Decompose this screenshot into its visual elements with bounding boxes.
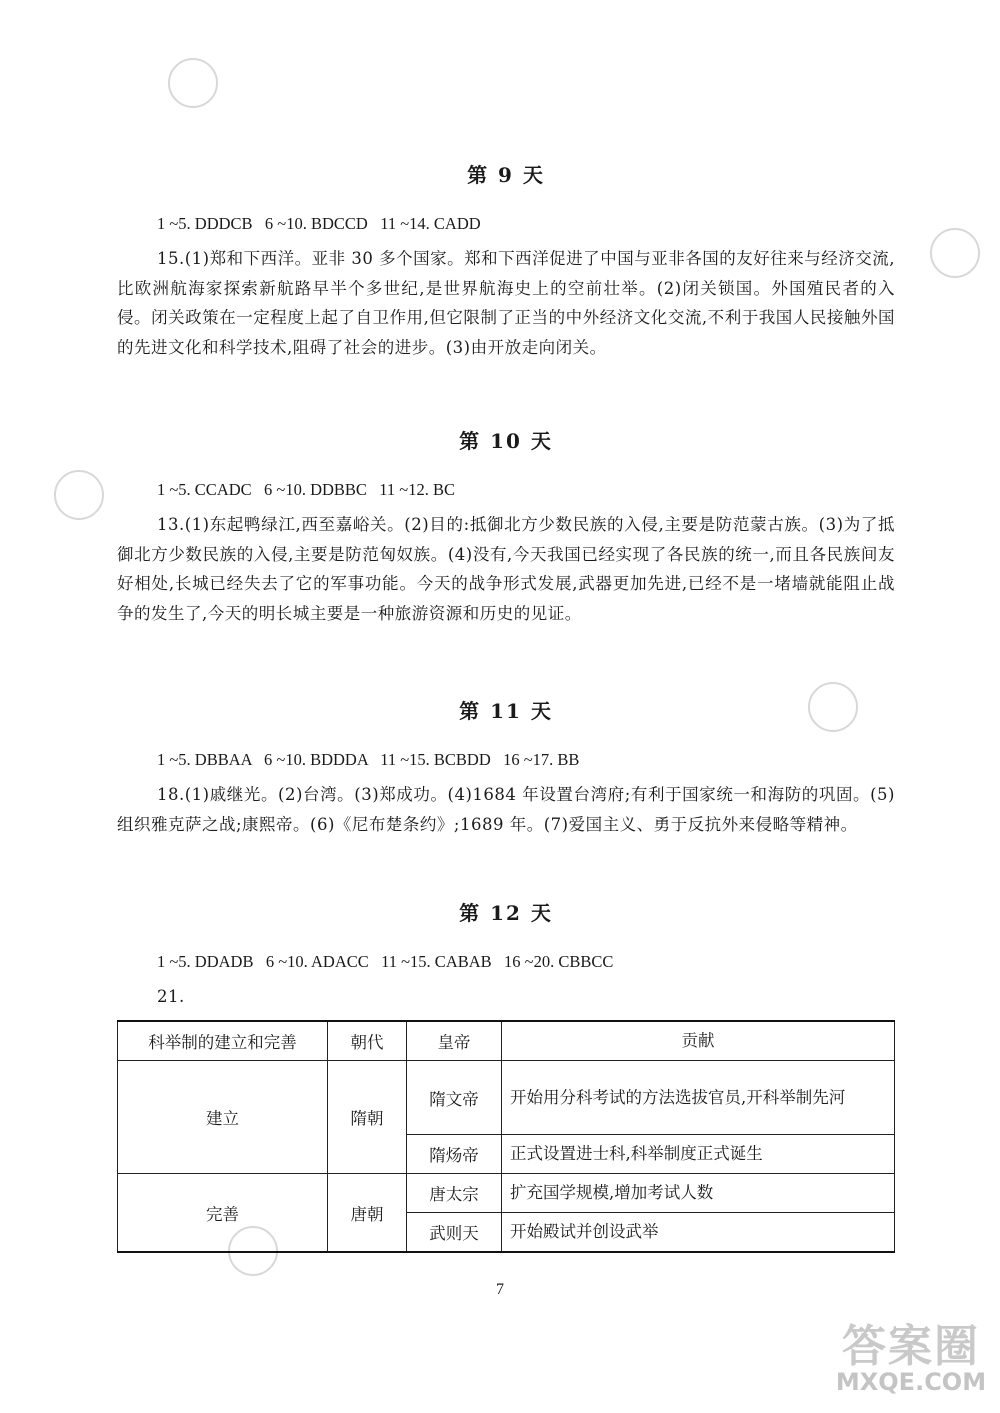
contribution-cell: 扩充国学规模,增加考试人数: [502, 1174, 895, 1213]
watermark-logo-text: 答案圈: [842, 1321, 980, 1372]
answer-paragraph: 13.(1)东起鸭绿江,西至嘉峪关。(2)目的:抵御北方少数民族的入侵,主要是防范蒙古族。(3)为了抵御北方少数民族的入侵,主要是防范匈奴族。(4)没有,今天我国已经实现了各民族的统一,而且各民族间友好相处,长城已经失去了它的军事功能。今天的战争形式发展,武器更加先进,已经不是一堵墙就能阻止战争的发生了,今天的明长城主要是一种旅游资源和历史的见证。: [117, 515, 895, 623]
day-9-section: [117, 158, 895, 362]
choice-answers: 1 ~5. CCADC 6 ~10. DDBBC 11 ~12. BC: [157, 480, 455, 499]
contribution-cell: 开始殿试并创设武举: [502, 1213, 895, 1253]
table-header-cell: 皇帝: [407, 1021, 502, 1061]
day-heading: 第 9 天: [467, 163, 545, 187]
page-number: 7: [496, 1281, 504, 1298]
choice-answers: 1 ~5. DDADB 6 ~10. ADACC 11 ~15. CABAB 16 ~20. CBBCC: [157, 952, 614, 971]
watermark-logo-url: MXQE.COM: [835, 1368, 987, 1396]
contribution-cell: 正式设置进士科,科举制度正式诞生: [502, 1135, 895, 1174]
watermark-seal: [168, 58, 218, 108]
day-heading: 第 12 天: [459, 901, 553, 925]
stage-cell: 建立: [118, 1061, 328, 1174]
emperor-cell: 隋炀帝: [407, 1135, 502, 1174]
answer-paragraph: 18.(1)戚继光。(2)台湾。(3)郑成功。(4)1684 年设置台湾府;有利于国家统一和海防的巩固。(5)组织雅克萨之战;康熙帝。(6)《尼布楚条约》;1689 年。(7)爱国主义、勇于反抗外来侵略等精神。: [117, 785, 895, 834]
watermark-seal: [54, 470, 104, 520]
table-header-cell: 贡献: [502, 1021, 895, 1061]
answer-paragraph: 21.: [157, 987, 185, 1006]
emperor-cell: 隋文帝: [407, 1061, 502, 1135]
day-heading: 第 10 天: [459, 429, 553, 453]
dynasty-cell: 唐朝: [328, 1174, 407, 1253]
watermark-logo: [826, 1310, 996, 1410]
choice-answers: 1 ~5. DBBAA 6 ~10. BDDDA 11 ~15. BCBDD 16 ~17. BB: [157, 750, 580, 769]
table-header-row: [118, 1021, 895, 1061]
stage-cell: 完善: [118, 1174, 328, 1253]
table-header-cell: 朝代: [328, 1021, 407, 1061]
watermark-seal: [930, 228, 980, 278]
keju-table: [117, 1020, 895, 1253]
emperor-cell: 唐太宗: [407, 1174, 502, 1213]
day-12-section: [117, 896, 895, 1012]
dynasty-cell: 隋朝: [328, 1061, 407, 1174]
day-heading: 第 11 天: [459, 699, 553, 723]
choice-answers: 1 ~5. DDDCB 6 ~10. BDCCD 11 ~14. CADD: [157, 214, 481, 233]
table-row: [118, 1061, 895, 1135]
table-row: [118, 1174, 895, 1213]
day-10-section: [117, 424, 895, 628]
contribution-cell: 开始用分科考试的方法选拔官员,开科举制先河: [502, 1061, 895, 1135]
table-header-cell: 科举制的建立和完善: [118, 1021, 328, 1061]
emperor-cell: 武则天: [407, 1213, 502, 1253]
day-11-section: [117, 694, 895, 839]
answer-paragraph: 15.(1)郑和下西洋。亚非 30 多个国家。郑和下西洋促进了中国与亚非各国的友好往来与经济交流,比欧洲航海家探索新航路早半个多世纪,是世界航海史上的空前壮举。(2)闭关锁国。外国殖民者的入侵。闭关政策在一定程度上起了自卫作用,但它限制了正当的中外经济文化交流,不利于我国人民接触外国的先进文化和科学技术,阻碍了社会的进步。(3)由开放走向闭关。: [117, 249, 895, 357]
